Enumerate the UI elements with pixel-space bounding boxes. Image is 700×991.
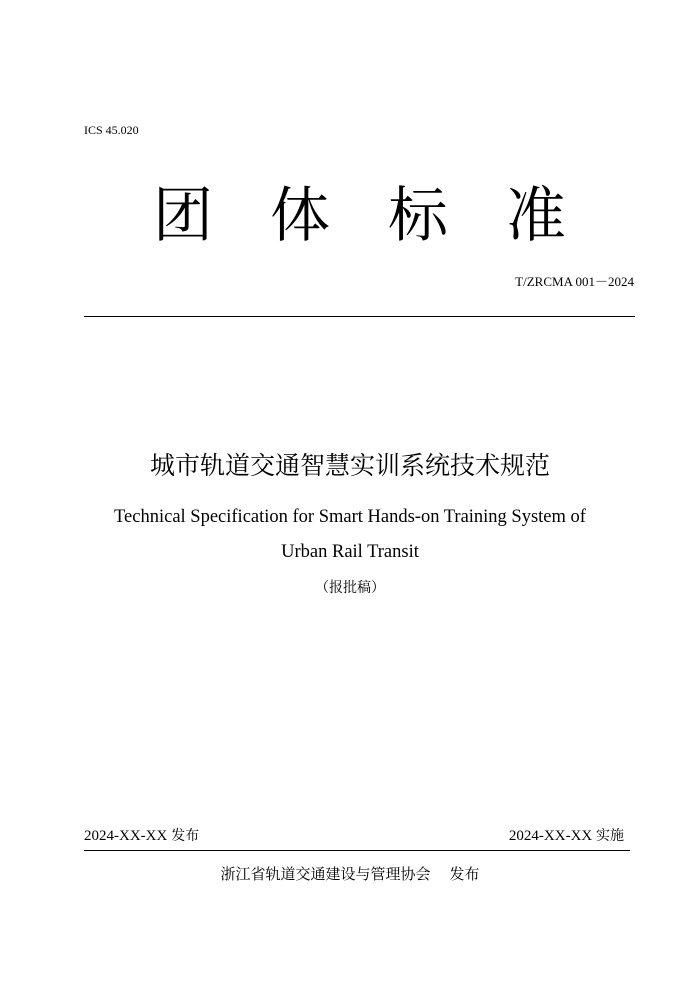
- doc-type-char-3: 标: [388, 181, 448, 251]
- publisher-line: [0, 863, 700, 885]
- document-type-heading: [0, 180, 700, 260]
- issue-date: 2024-XX-XX: [84, 828, 168, 844]
- effective-date: 2024-XX-XX: [508, 828, 593, 844]
- chinese-title: 城市轨道交通智慧实训系统技术规范: [149, 451, 550, 480]
- doc-type-char-4: 准: [506, 181, 566, 251]
- issue-label: 发布: [171, 828, 200, 844]
- publisher-label: 发布: [449, 865, 480, 883]
- english-title-line-2: Urban Rail Transit: [281, 542, 419, 562]
- footer-divider: [84, 850, 630, 851]
- publisher-name: 浙江省轨道交通建设与管理协会: [220, 865, 431, 883]
- doc-type-char-2: 体: [270, 181, 330, 251]
- english-title-line-1: Technical Specification for Smart Hands-on Training System of: [114, 507, 586, 527]
- header-divider: [84, 316, 635, 317]
- ics-code: ICS 45.020: [84, 123, 139, 137]
- effective-label: 实施: [596, 828, 624, 844]
- issue-date-line: [84, 826, 199, 846]
- effective-date-line: [509, 826, 624, 846]
- standard-number: T/ZRCMA 001－2024: [515, 274, 634, 289]
- draft-status: （报批稿）: [315, 580, 385, 596]
- doc-type-char-1: 团: [153, 181, 213, 251]
